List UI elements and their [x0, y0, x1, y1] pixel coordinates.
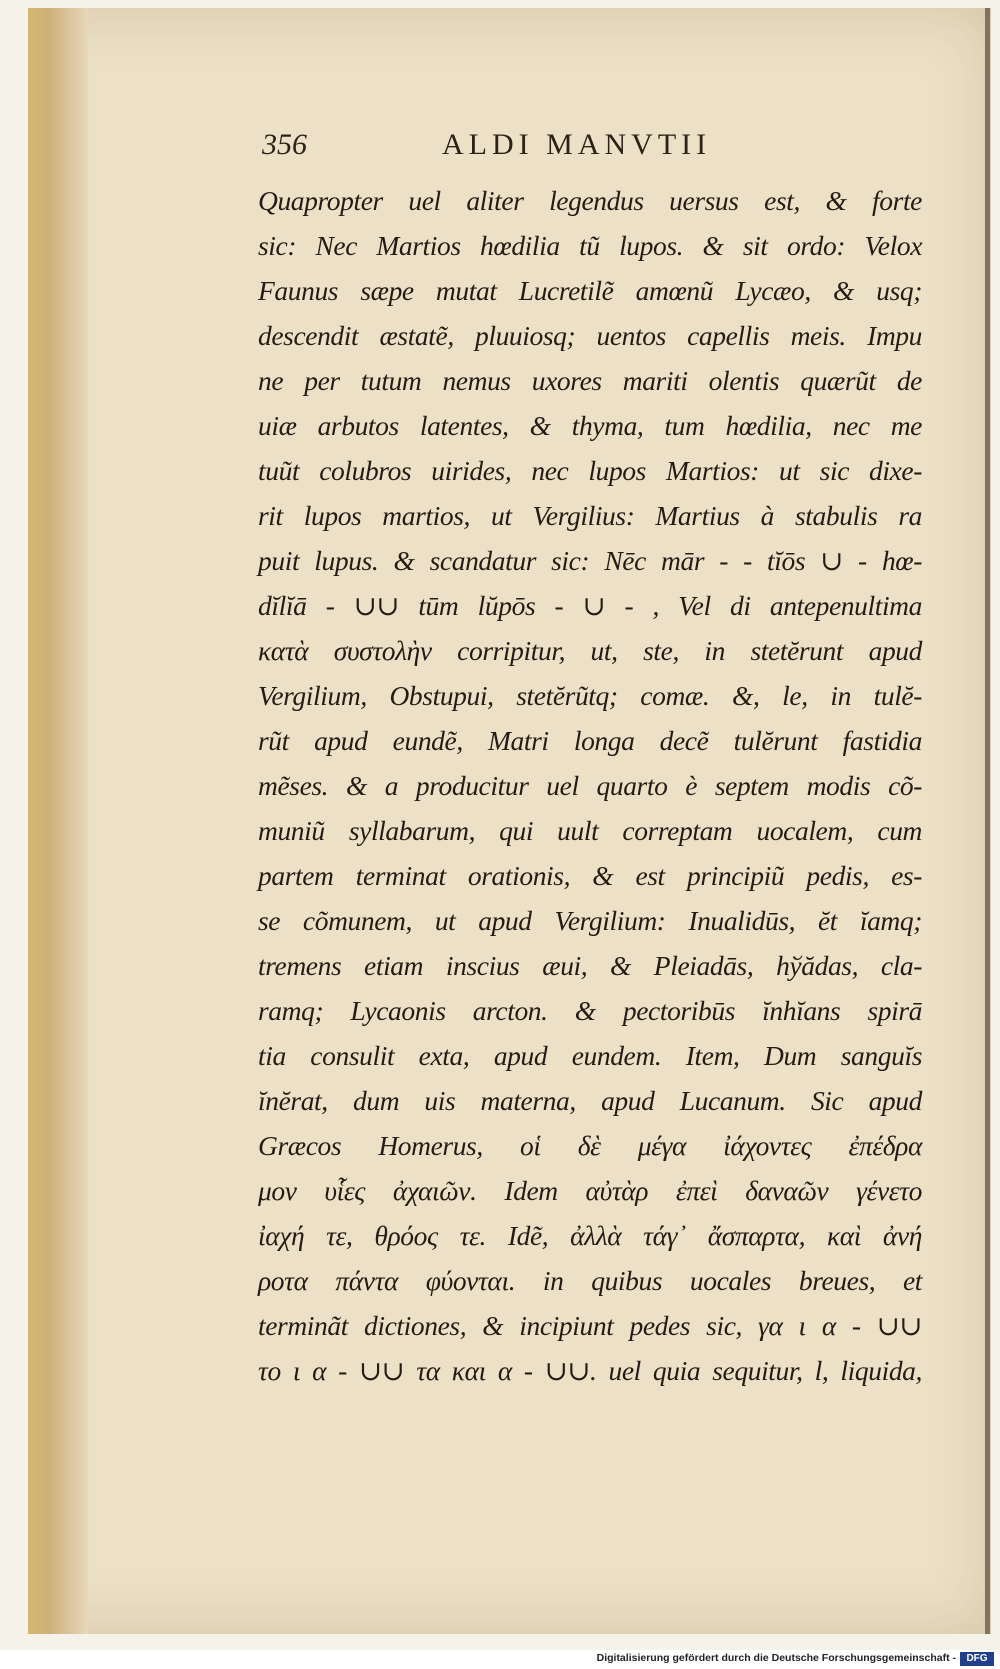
running-title: ALDI MANVTII — [442, 128, 712, 161]
text-line: το ι α - ∪∪ τα και α - ∪∪. uel quia sequitur, l, liquida, — [258, 1355, 922, 1386]
dfg-logo: DFG — [960, 1652, 994, 1666]
text-line: ramq; Lycaonis arcton. & pectoribūs ĭnhĭans spirā — [258, 995, 922, 1026]
text-line: partem terminat orationis, & est principiũ pedis, es- — [258, 860, 922, 891]
page-gutter-shadow — [28, 8, 88, 1634]
text-line: tuũt colubros uirides, nec lupos Martios: ut sic dixe- — [258, 455, 922, 486]
text-line: ἰαχή τε, θρόος τε. Idẽ, ἀλλὰ τάγ᾽ ἄσπαρτα, καὶ ἀνή — [258, 1220, 922, 1251]
text-line: descendit æstatẽ, pluuiosq; uentos capellis meis. Impu — [258, 320, 922, 351]
text-line: muniũ syllabarum, qui uult correptam uocalem, cum — [258, 815, 922, 846]
text-line: uiæ arbutos latentes, & thyma, tum hœdilia, nec me — [258, 410, 922, 441]
text-line: rũt apud eundẽ, Matri longa decẽ tulĕrunt fastidia — [258, 725, 922, 756]
text-line: ne per tutum nemus uxores mariti olentis quærũt de — [258, 365, 922, 396]
text-line: sic: Nec Martios hœdilia tũ lupos. & sit ordo: Velox — [258, 230, 922, 261]
text-line: puit lupus. & scandatur sic: Nēc mār - - tĭōs ∪ - hœ- — [258, 545, 922, 576]
text-line: κατὰ συστολὴν corripitur, ut, ste, in stetĕrunt apud — [258, 635, 922, 666]
text-line: ροτα πάντα φύονται. in quibus uocales breues, et — [258, 1265, 922, 1296]
page-number: 356 — [262, 128, 307, 161]
text-line: mẽses. & a producitur uel quarto è septem modis cõ- — [258, 770, 922, 801]
text-line: terminãt dictiones, & incipiunt pedes sic, γα ι α - ∪∪ — [258, 1310, 922, 1341]
text-line: ĭnĕrat, dum uis materna, apud Lucanum. Sic apud — [258, 1085, 922, 1116]
text-line: se cõmunem, ut apud Vergilium: Inualidūs, ĕt ĭamq; — [258, 905, 922, 936]
text-line: Quapropter uel aliter legendus uersus est, & forte — [258, 185, 922, 216]
body-text — [258, 178, 922, 1393]
page-header — [262, 128, 922, 172]
text-line: dĭlĭā - ∪∪ tūm lŭpōs - ∪ - , Vel di antepenultima — [258, 590, 922, 621]
text-line: Græcos Homerus, οἱ δὲ μέγα ἰάχοντες ἐπέδρα — [258, 1130, 922, 1161]
text-line: tremens etiam inscius æui, & Pleiadās, hўădas, cla- — [258, 950, 922, 981]
text-line: Vergilium, Obstupui, stetĕrũtq; comæ. &, le, in tulĕ- — [258, 680, 922, 711]
page-right-edge — [985, 8, 990, 1634]
digitization-footer — [0, 1650, 1000, 1669]
text-line: rit lupos martios, ut Vergilius: Martius à stabulis ra — [258, 500, 922, 531]
funding-credit: Digitalisierung gefördert durch die Deutsche Forschungsgemeinschaft - — [596, 1652, 956, 1664]
text-line: Faunus sæpe mutat Lucretilẽ amœnũ Lycæo, & usq; — [258, 275, 922, 306]
text-line: tia consulit exta, apud eundem. Item, Dum sanguĭs — [258, 1040, 922, 1071]
text-line: μον υἷες ἀχαιῶν. Idem αὐτὰρ ἐπεὶ δαναῶν γένετο — [258, 1175, 922, 1206]
